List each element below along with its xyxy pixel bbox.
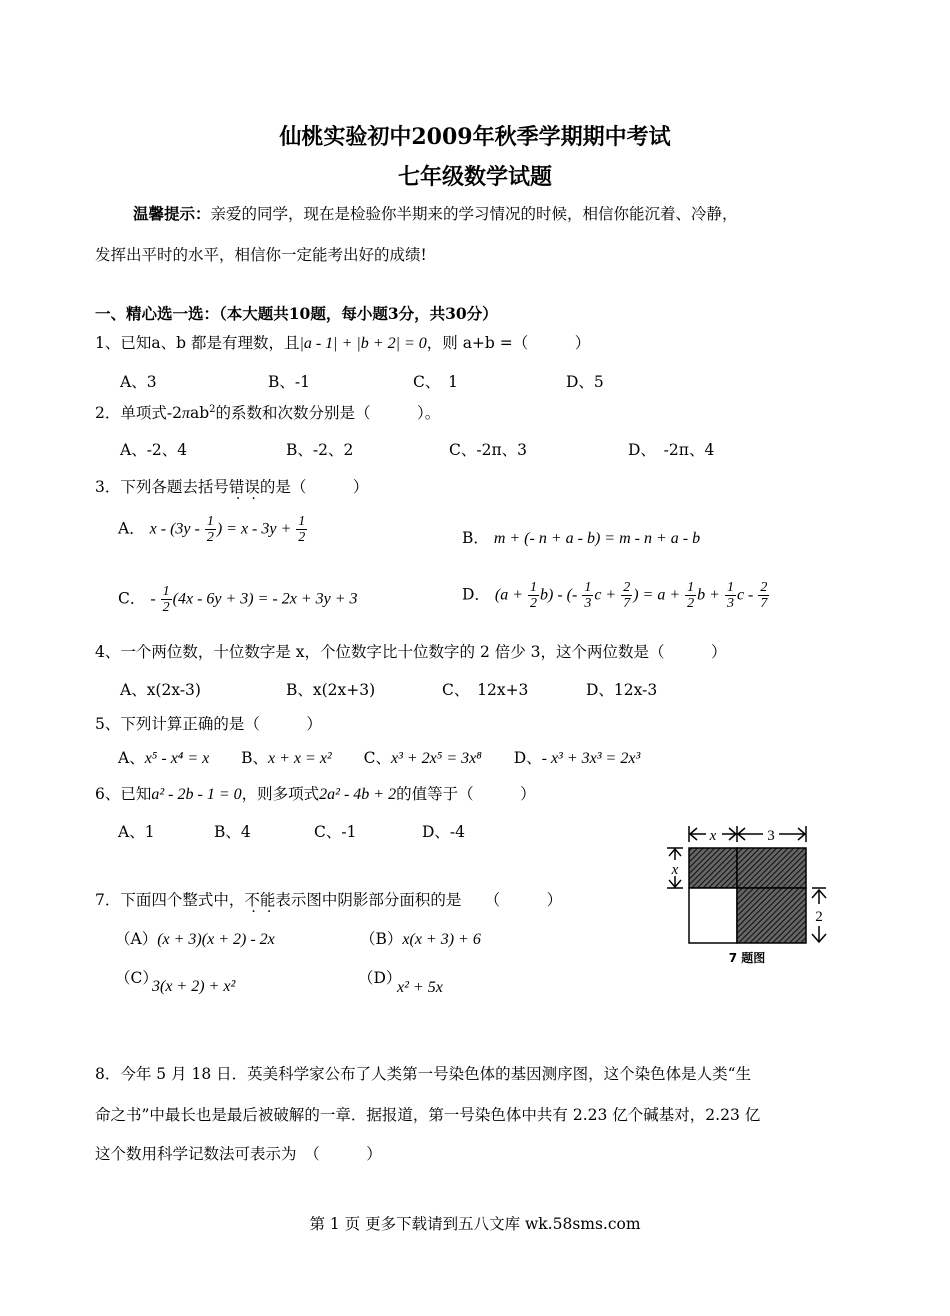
q6-post: 的值等于（ ） <box>396 785 536 803</box>
q3-d-label: D． <box>462 585 490 604</box>
q6-option-a: A、1 <box>118 823 155 841</box>
q2-option-a: A、-2、4 <box>120 441 188 459</box>
fig-top-x: x <box>709 828 717 844</box>
q1-pre: 1、已知a、b 都是有理数，且 <box>95 334 300 352</box>
q7-b-expr: x(x + 3) + 6 <box>402 931 481 948</box>
q5-a-label: A、 <box>118 749 145 767</box>
q6-option-c: C、-1 <box>314 823 357 841</box>
q3-a-frac-1: $\frac{1}{2}$ <box>206 514 214 545</box>
q1-option-c: C、 1 <box>413 373 458 391</box>
q2-pi: π <box>181 405 190 422</box>
q5-d-expr: - x³ + 3x³ = 2x³ <box>541 750 641 767</box>
q7-a-label: （A） <box>115 930 158 948</box>
q4-option-c: C、 12x+3 <box>442 681 529 699</box>
q2-post: 的系数和次数分别是（ ）。 <box>215 404 441 422</box>
fig-right-2: 2 <box>815 909 823 925</box>
q7-b-label: （B） <box>360 930 403 948</box>
q2-option-b: B、-2、2 <box>286 441 354 459</box>
exam-title: 仙桃实验初中2009年秋季学期期中考试 <box>279 124 671 150</box>
q3-option-c <box>118 584 358 615</box>
q6-option-b: B、4 <box>214 823 251 841</box>
question-5: 5、下列计算正确的是（ ） <box>95 715 322 733</box>
q7-option-b <box>360 927 481 949</box>
q3-d-p1: (a + <box>494 586 527 604</box>
q3-d-frac-4: $\frac{1}{2}$ <box>687 580 695 611</box>
q6-pre: 6、已知 <box>95 785 152 803</box>
q1-post: ，则 a+b =（ ） <box>426 334 591 352</box>
q3-option-a <box>118 514 308 545</box>
question-7 <box>95 888 562 910</box>
q3-d-p6: c - <box>736 586 758 604</box>
q3-option-b <box>462 526 700 548</box>
q7-c-expr: 3(x + 2) + x² <box>152 978 236 995</box>
q7-figure <box>655 822 845 972</box>
q1-expr: |a - 1| + |b + 2| = 0 <box>299 335 427 352</box>
q5-a-expr: x⁵ - x⁴ = x <box>144 750 210 767</box>
q5-b-label: B、 <box>241 749 269 767</box>
exam-subtitle: 七年级数学试题 <box>397 164 552 190</box>
q3-a-frac-2: $\frac{1}{2}$ <box>298 514 306 545</box>
question-4: 4、一个两位数，十位数字是 x，个位数字比十位数字的 2 倍少 3，这个两位数是（ ） <box>95 643 727 661</box>
q3-b-label: B． <box>462 529 489 547</box>
q2-pre: 2．单项式-2 <box>95 404 182 422</box>
q5-d-label: D、 <box>513 749 542 767</box>
question-1 <box>95 331 590 353</box>
q3-d-p2: b) - (- <box>540 586 582 604</box>
q7-post: 表示图中阴影部分面积的是 （ ） <box>275 891 563 909</box>
q3-c-mid: (4x - 6y + 3) = - 2x + 3y + 3 <box>172 590 358 608</box>
q3-emphasis-2: 误 <box>244 478 260 496</box>
q3-d-frac-1: $\frac{1}{2}$ <box>530 580 537 611</box>
q6-mid: ，则多项式 <box>241 785 320 803</box>
q8-line-3: 这个数用科学记数法可表示为 （ ） <box>95 1145 382 1163</box>
q4-option-b: B、x(2x+3) <box>286 681 376 699</box>
q2-option-c: C、-2π、3 <box>449 441 528 459</box>
q5-c-expr: x³ + 2x⁵ = 3x⁸ <box>390 750 482 767</box>
q5-b-expr: x + x = x² <box>268 750 332 767</box>
q3-a-label: A． <box>118 519 145 538</box>
q3-pre: 3．下列各题去括号 <box>95 478 229 496</box>
q3-b-expr: m + (- n + a - b) = m - n + a - b <box>493 530 701 547</box>
q6-option-d: D、-4 <box>422 823 466 841</box>
q3-d-p5: b + <box>697 586 724 604</box>
q3-d-p4: ) = a + <box>633 586 685 604</box>
q3-c-left: - <box>150 590 160 608</box>
q8-line-2: 命之书”中最长也是最后被破解的一章．据报道，第一号染色体中共有 2.23 亿个碱基对，2.23 亿 <box>95 1106 761 1124</box>
q7-emphasis-1: 不 <box>244 891 260 909</box>
q7-emphasis-2: 能 <box>259 891 276 909</box>
q5-options <box>118 746 640 768</box>
q2-option-d: D、 -2π、4 <box>628 441 715 459</box>
q7-option-a <box>115 927 275 949</box>
section-heading: 一、精心选一选：（本大题共10题，每小题3分，共30分） <box>95 304 498 323</box>
fig-top-3: 3 <box>767 828 775 844</box>
q1-option-d: D、5 <box>566 373 604 391</box>
q3-post: 的是（ ） <box>259 478 369 496</box>
q7-d-label: （D） <box>358 969 402 987</box>
tip-text-1: 亲爱的同学，现在是检验你半期来的学习情况的时候，相信你能沉着、冷静， <box>210 205 738 223</box>
q3-d-frac-5: $\frac{1}{3}$ <box>726 580 734 611</box>
q7-pre: 7．下面四个整式中， <box>95 891 245 909</box>
q7-d-expr: x² + 5x <box>397 979 443 996</box>
q3-c-frac: $\frac{1}{2}$ <box>162 584 170 615</box>
q5-c-label: C、 <box>363 749 391 767</box>
q3-option-d <box>462 580 770 611</box>
q2-mid: ab <box>189 404 210 422</box>
q3-c-label: C． <box>118 589 146 608</box>
q3-emphasis-1: 错 <box>228 478 245 496</box>
tip-line-1 <box>133 202 738 224</box>
fig-left-x: x <box>671 862 679 878</box>
q7-c-label: （C） <box>115 969 158 987</box>
q7-a-expr: (x + 3)(x + 2) - 2x <box>157 931 275 948</box>
q1-option-b: B、-1 <box>268 373 310 391</box>
q8-line-1: 8．今年 5 月 18 日．英美科学家公布了人类第一号染色体的基因测序图，这个染色体是人类“生 <box>95 1065 752 1083</box>
q3-d-frac-6: $\frac{2}{7}$ <box>760 580 768 611</box>
page-footer: 第 1 页 更多下载请到五八文库 wk.58sms.com <box>309 1215 641 1233</box>
q6-poly: 2a² - 4b + 2 <box>319 786 397 803</box>
q6-cond: a² - 2b - 1 = 0 <box>151 786 242 803</box>
q3-d-p3: c + <box>594 586 621 604</box>
tip-line-2: 发挥出平时的水平，相信你一定能考出好的成绩! <box>95 246 427 264</box>
question-6 <box>95 782 536 804</box>
q3-a-mid: ) = x - 3y + <box>216 520 296 538</box>
q4-option-d: D、12x-3 <box>586 681 658 699</box>
q3-d-frac-3: $\frac{2}{7}$ <box>623 580 631 611</box>
question-2 <box>95 401 440 423</box>
q3-a-left: x - (3y - <box>149 520 204 538</box>
q3-d-frac-2: $\frac{1}{3}$ <box>584 580 592 611</box>
q1-option-a: A、3 <box>120 373 157 391</box>
question-3 <box>95 475 368 497</box>
tip-label: 温馨提示： <box>133 204 211 223</box>
q4-option-a: A、x(2x-3) <box>120 681 201 699</box>
fig-caption: 7 题图 <box>728 951 766 965</box>
q2-sup: 2 <box>209 403 216 415</box>
